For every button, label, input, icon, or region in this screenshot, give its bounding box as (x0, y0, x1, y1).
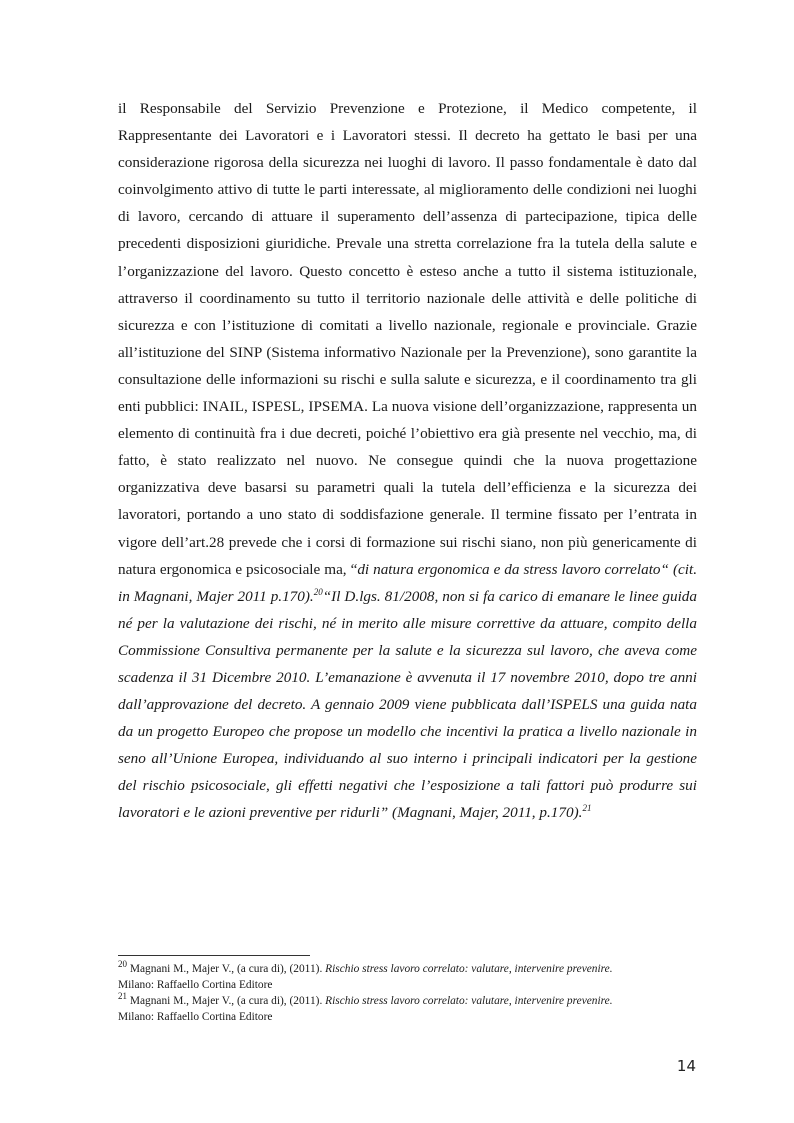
body-citation-italic: “ (cit. in Magnani, Majer 2011 p.170). (118, 560, 697, 605)
body-paragraph (118, 95, 697, 827)
footnote-ref-20[interactable]: 20 (313, 586, 323, 597)
footnote-publisher: Milano: Raffaello Cortina Editore (118, 1010, 273, 1023)
footnote-authors: Magnani M., Majer V., (a cura di), (2011). (129, 995, 326, 1007)
footnote-21 (118, 991, 697, 1025)
body-quote-italic: di natura ergonomica e da stress lavoro correlato (357, 560, 661, 578)
footnote-ref-21[interactable]: 21 (582, 803, 592, 814)
footnotes-section (118, 959, 697, 1026)
page-number: 14 (676, 1057, 696, 1075)
footnote-mark: 20 (118, 959, 127, 970)
footnote-20 (118, 959, 697, 993)
body-text-normal: il Responsabile del Servizio Prevenzione e Protezione, il Medico competente, il Rappresentante dei Lavoratori e i Lavoratori stessi. Il decreto ha gettato le basi per una considerazione rigorosa della sicurezza nei luoghi di lavoro. Il passo fondamentale è dato dal coinvolgimento attivo di tutte le parti interessate, al miglioramento delle condizioni nei luoghi di lavoro, cercando di attuare il superamento dell’assenza di partecipazione, tipica delle precedenti disposizioni giuridiche. Prevale una stretta correlazione fra la tutela della salute e l’organizzazione del lavoro. Questo concetto è esteso anche a tutto il sistema istituzionale, attraverso il coordinamento su tutto il territorio nazionale delle attività e delle politiche di sicurezza e con l’istituzione di comitati a livello nazionale, regionale e provinciale. Grazie all’istituzione del SINP (Sistema informativo Nazionale per la Prevenzione), sono garantite la consultazione delle informazioni su rischi e sulla salute e sicurezza, e il coordinamento tra gli enti pubblici: INAIL, ISPESL, IPSEMA. La nuova visione dell’organizzazione, rappresenta un elemento di continuità fra i due decreti, poiché l’obiettivo era già presente nel vecchio, ma, di fatto, è stato realizzato nel nuovo. Ne consegue quindi che la nuova progettazione organizzativa deve basarsi su parametri quali la tutela dell’efficienza e la sicurezza dei lavoratori, portando a uno stato di soddisfazione generale. Il termine fissato per l’entrata in vigore dell’art.28 prevede che i corsi di formazione sui rischi siano, non più genericamente di natura ergonomica e psicosociale ma, “ (118, 100, 697, 578)
footnote-publisher: Milano: Raffaello Cortina Editore (118, 978, 273, 991)
footnote-title: Rischio stress lavoro correlato: valutare, intervenire prevenire. (325, 963, 613, 975)
footnote-mark: 21 (118, 991, 127, 1002)
footnote-title: Rischio stress lavoro correlato: valutare, intervenire prevenire. (325, 995, 613, 1007)
footnote-authors: Magnani M., Majer V., (a cura di), (2011). (129, 963, 326, 975)
footnote-separator (118, 955, 310, 956)
body-long-quote-italic: “Il D.lgs. 81/2008, non si fa carico di emanare le linee guida né per la valutazione dei rischi, né in merito alle misure correttive da attuare, compito della Commissione Consultiva permanente per la salute e la sicurezza sul lavoro, che aveva come scadenza il 31 Dicembre 2010. L’emanazione è avvenuta il 17 novembre 2010, dopo tre anni dall’approvazione del decreto. A gennaio 2009 viene pubblicata dall’ISPELS una guida nata da un progetto Europeo che propose un modello che incentivi la pratica a livello nazionale in seno all’Unione Europea, individuando al suo interno i principali indicatori per la gestione del rischio psicosociale, gli effetti negativi che l’esposizione a tali fattori può produrre sui lavoratori e le azioni preventive per ridurli” (Magnani, Majer, 2011, p.170). (118, 587, 697, 822)
